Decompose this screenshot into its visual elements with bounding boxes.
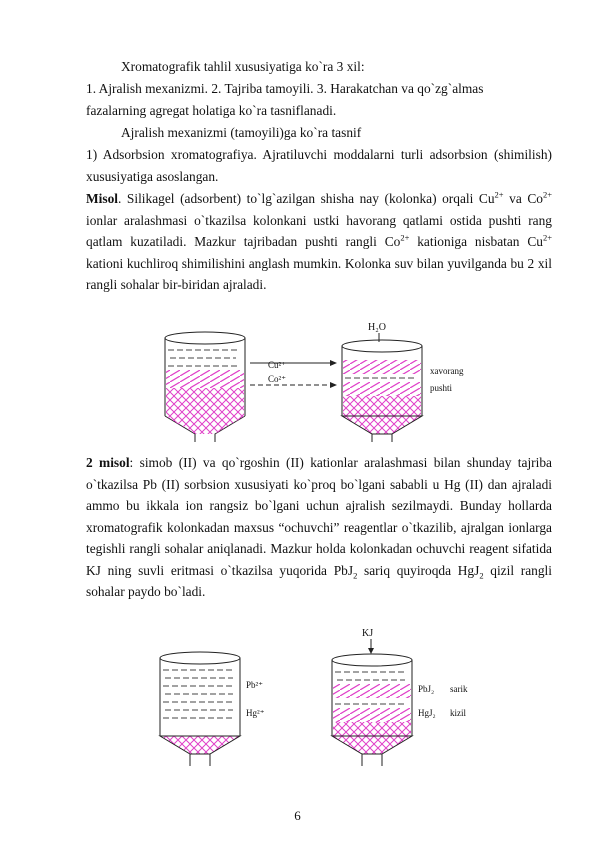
zone-color-yellow: sarik	[450, 684, 468, 694]
label-co: Co²⁺	[268, 374, 286, 384]
zone-formula-hgj2: HgJ₂	[418, 708, 436, 718]
column-right-2	[332, 628, 468, 766]
label-kj: KJ	[362, 628, 374, 639]
zone-formula-pbj2: PbJ₂	[418, 684, 435, 694]
label-pb: Pb²⁺	[246, 680, 263, 690]
list-line-1: 1. Ajralish mexanizmi. 2. Tajriba tamoyili. 3. Harakatchan va qo`zg`almas	[86, 81, 484, 96]
paragraph-adsorption: 1) Adsorbsion xromatografiya. Ajratiluvchi moddalarni turli adsorbsion (shimilish) xususiyatiga asoslangan.	[86, 147, 552, 184]
zone-label-blue: xavorang	[430, 366, 464, 376]
heading-classification: Xromatografik tahlil xususiyatiga ko`ra 3 xil:	[121, 59, 365, 74]
column-left	[165, 332, 245, 442]
example-2-label: 2 misol	[86, 455, 130, 470]
label-cu: Cu²⁺	[268, 360, 286, 370]
label-water: H₂O	[368, 322, 386, 333]
zone-color-red: kizil	[450, 708, 466, 718]
label-hg: Hg²⁺	[246, 708, 265, 718]
page-number: 6	[294, 808, 301, 823]
heading-mechanism: Ajralish mexanizmi (tamoyili)ga ko`ra tasnif	[121, 125, 362, 140]
paragraph-example-2: 2 misol: simob (II) va qo`rgoshin (II) kationlar aralashmasi bilan shunday tajriba o`tkazilsa Pb (II) sorbsion xususiyati ko`proq bo`lgani sababli u Hg (II) dan ajraladi ammo bu ikkala ion rangsiz bo`lgani uchun ajralish sezilmaydi. Bunday hollarda xromatografik kolonkadan maxsus “ochuvchi” reagentlar o`tkazilib, ajralgan ionlarga tegishli rangli sohalar aniqlanadi. Mazkur holda kolonkadan ochuvchi reagent sifatida KJ ning suvli eritmasi o`tkazilsa yuqorida PbJ$_2$ sariq quyiroqda HgJ$_2$ qizil rangli sohalar paydo bo`ladi.	[86, 455, 552, 599]
figure-developer-columns	[150, 624, 490, 772]
column-right	[342, 322, 464, 442]
figure-adsorption-columns	[150, 316, 490, 446]
zone-label-pink: pushti	[430, 383, 453, 393]
example-label: Misol	[86, 191, 118, 206]
list-line-2: fazalarning agregat holatiga ko`ra tasniflanadi.	[86, 103, 337, 118]
paragraph-example-1: Misol. Silikagel (adsorbent) to`lg`azilgan shisha nay (kolonka) orqali $Cu^{2+}$ va $Co^{2+}$ ionlar aralashmasi o`tkazilsa kolonkani ustki havorang qatlami ostida pushti rang qatlam kuzatiladi. Mazkur tajribadan pushti rangli $Co^{2+}$ kationiga nisbatan $Cu^{2+}$ kationi kuchliroq shimilishini anglash mumkin. Kolonka suv bilan yuvilganda bu 2 xil rangli sohalar bir-biridan ajraladi.	[86, 189, 553, 292]
column-left-2	[160, 652, 265, 766]
